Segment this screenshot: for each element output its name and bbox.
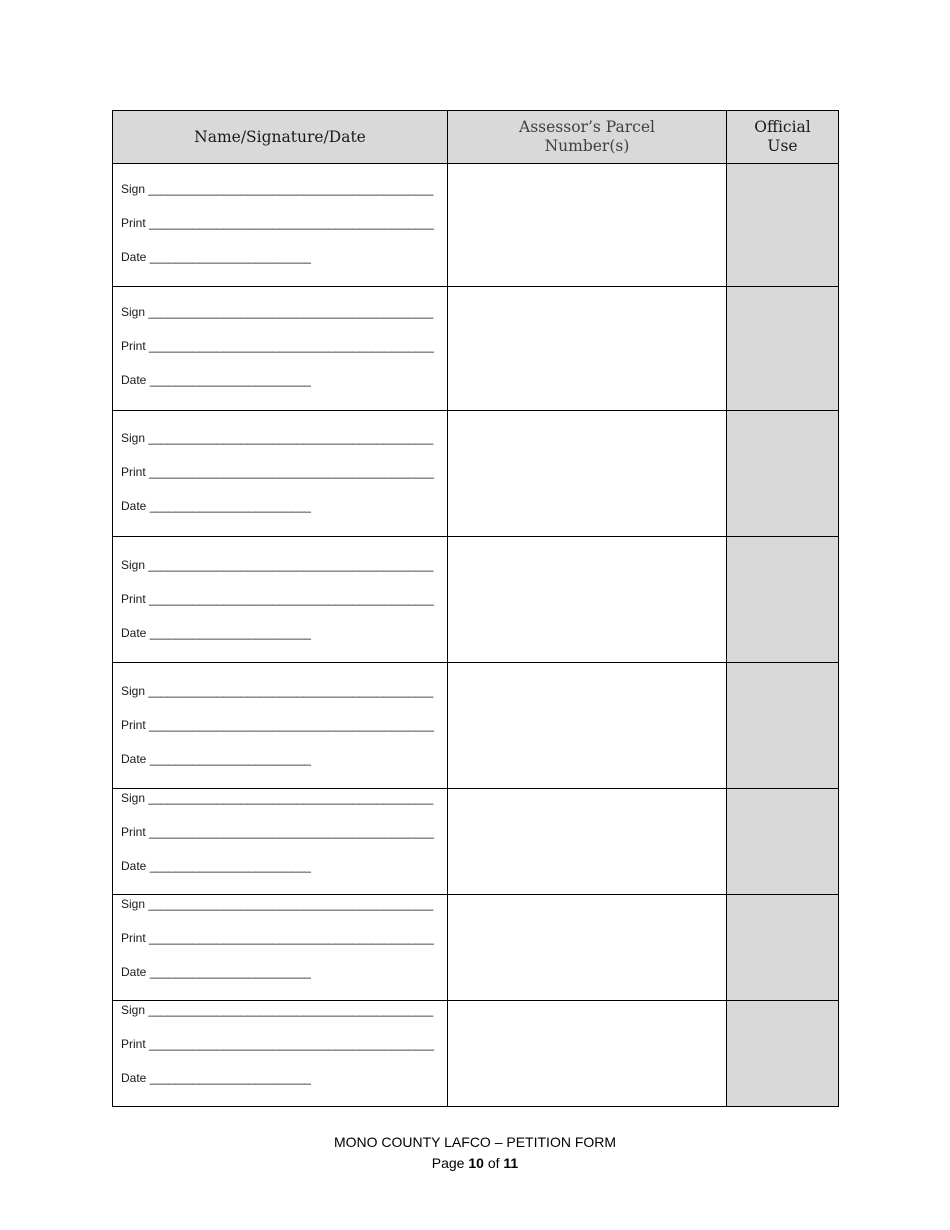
of-word: of — [487, 1155, 500, 1171]
print-line — [121, 823, 447, 857]
official-use-cell — [727, 789, 839, 895]
sign-label: Sign — [121, 1003, 146, 1017]
date-line — [121, 857, 447, 891]
print-line — [121, 463, 447, 497]
current-page-number: 10 — [468, 1155, 484, 1171]
sign-blank: ______________________________________________ — [148, 182, 433, 196]
sign-label: Sign — [121, 791, 146, 805]
header-parcel-line-1: Assessor’s Parcel — [519, 118, 655, 136]
sign-label: Sign — [121, 558, 146, 572]
date-label: Date — [121, 965, 147, 979]
date-blank: __________________________ — [149, 965, 311, 979]
signature-fields — [113, 1001, 447, 1103]
footer-title: MONO COUNTY LAFCO – PETITION FORM — [333, 1134, 617, 1150]
name-signature-date-cell — [113, 789, 448, 895]
sign-blank: ______________________________________________ — [148, 791, 433, 805]
header-official-line-2: Use — [767, 137, 798, 155]
print-label: Print — [121, 718, 146, 732]
print-blank: ______________________________________________ — [149, 339, 434, 353]
sign-blank: ______________________________________________ — [148, 305, 433, 319]
date-line — [121, 248, 447, 282]
date-label: Date — [121, 499, 147, 513]
official-use-cell — [727, 287, 839, 411]
signature-fields — [113, 789, 447, 891]
official-use-cell — [727, 895, 839, 1001]
date-line — [121, 624, 447, 658]
official-use-cell — [727, 663, 839, 789]
sign-label: Sign — [121, 182, 146, 196]
date-blank: __________________________ — [149, 859, 311, 873]
parcel-number-cell — [448, 895, 727, 1001]
date-line — [121, 750, 447, 784]
sign-line — [121, 303, 447, 337]
signature-row — [113, 411, 839, 537]
page-word: Page — [431, 1155, 465, 1171]
signature-fields — [113, 164, 447, 282]
signature-row — [113, 1001, 839, 1107]
header-name-signature-date — [113, 111, 448, 164]
date-blank: __________________________ — [149, 752, 311, 766]
date-blank: __________________________ — [149, 1071, 311, 1085]
date-blank: __________________________ — [149, 626, 311, 640]
print-blank: ______________________________________________ — [149, 465, 434, 479]
signature-fields — [113, 537, 447, 658]
header-name-text: Name/Signature/Date — [194, 127, 366, 146]
print-label: Print — [121, 592, 146, 606]
print-label: Print — [121, 339, 146, 353]
sign-line — [121, 1001, 447, 1035]
print-blank: ______________________________________________ — [149, 1037, 434, 1051]
signature-row — [113, 537, 839, 663]
signature-fields — [113, 663, 447, 784]
print-line — [121, 716, 447, 750]
sign-line — [121, 789, 447, 823]
date-line — [121, 1069, 447, 1103]
print-line — [121, 214, 447, 248]
print-label: Print — [121, 1037, 146, 1051]
official-use-cell — [727, 411, 839, 537]
date-label: Date — [121, 250, 147, 264]
signature-row — [113, 895, 839, 1001]
print-blank: ______________________________________________ — [149, 216, 434, 230]
header-parcel-line-2: Number(s) — [544, 137, 630, 155]
sign-line — [121, 180, 447, 214]
sign-label: Sign — [121, 431, 146, 445]
official-use-cell — [727, 537, 839, 663]
print-blank: ______________________________________________ — [149, 931, 434, 945]
print-label: Print — [121, 825, 146, 839]
sign-blank: ______________________________________________ — [148, 558, 433, 572]
signature-row — [113, 789, 839, 895]
signature-fields — [113, 287, 447, 405]
signature-row — [113, 287, 839, 411]
print-blank: ______________________________________________ — [149, 592, 434, 606]
print-line — [121, 929, 447, 963]
print-line — [121, 590, 447, 624]
name-signature-date-cell — [113, 663, 448, 789]
parcel-number-cell — [448, 789, 727, 895]
print-line — [121, 1035, 447, 1069]
name-signature-date-cell — [113, 895, 448, 1001]
signature-row — [113, 164, 839, 287]
print-label: Print — [121, 216, 146, 230]
parcel-number-cell — [448, 1001, 727, 1107]
sign-blank: ______________________________________________ — [148, 684, 433, 698]
print-label: Print — [121, 931, 146, 945]
print-blank: ______________________________________________ — [149, 718, 434, 732]
parcel-number-cell — [448, 537, 727, 663]
date-line — [121, 371, 447, 405]
sign-blank: ______________________________________________ — [148, 1003, 433, 1017]
signature-fields — [113, 411, 447, 531]
official-use-cell — [727, 1001, 839, 1107]
date-blank: __________________________ — [149, 373, 311, 387]
page-footer — [0, 1132, 950, 1174]
date-label: Date — [121, 373, 147, 387]
sign-label: Sign — [121, 897, 146, 911]
name-signature-date-cell — [113, 164, 448, 287]
official-use-cell — [727, 164, 839, 287]
date-label: Date — [121, 1071, 147, 1085]
sign-line — [121, 682, 447, 716]
sign-blank: ______________________________________________ — [148, 897, 433, 911]
print-line — [121, 337, 447, 371]
parcel-number-cell — [448, 663, 727, 789]
name-signature-date-cell — [113, 537, 448, 663]
header-parcel-numbers — [448, 111, 727, 164]
date-blank: __________________________ — [149, 250, 311, 264]
signature-table — [112, 110, 839, 1107]
sign-line — [121, 556, 447, 590]
name-signature-date-cell — [113, 287, 448, 411]
parcel-number-cell — [448, 411, 727, 537]
parcel-number-cell — [448, 287, 727, 411]
parcel-number-cell — [448, 164, 727, 287]
sign-label: Sign — [121, 305, 146, 319]
total-pages-number: 11 — [503, 1155, 519, 1171]
print-label: Print — [121, 465, 146, 479]
signature-row — [113, 663, 839, 789]
date-line — [121, 497, 447, 531]
signature-fields — [113, 895, 447, 997]
header-official-line-1: Official — [754, 118, 811, 136]
print-blank: ______________________________________________ — [149, 825, 434, 839]
sign-line — [121, 429, 447, 463]
header-official-use — [727, 111, 839, 164]
date-label: Date — [121, 626, 147, 640]
sign-blank: ______________________________________________ — [148, 431, 433, 445]
name-signature-date-cell — [113, 1001, 448, 1107]
date-label: Date — [121, 752, 147, 766]
date-label: Date — [121, 859, 147, 873]
page-indicator — [0, 1153, 950, 1174]
sign-line — [121, 895, 447, 929]
date-line — [121, 963, 447, 997]
date-blank: __________________________ — [149, 499, 311, 513]
name-signature-date-cell — [113, 411, 448, 537]
table-header-row — [113, 111, 839, 164]
sign-label: Sign — [121, 684, 146, 698]
